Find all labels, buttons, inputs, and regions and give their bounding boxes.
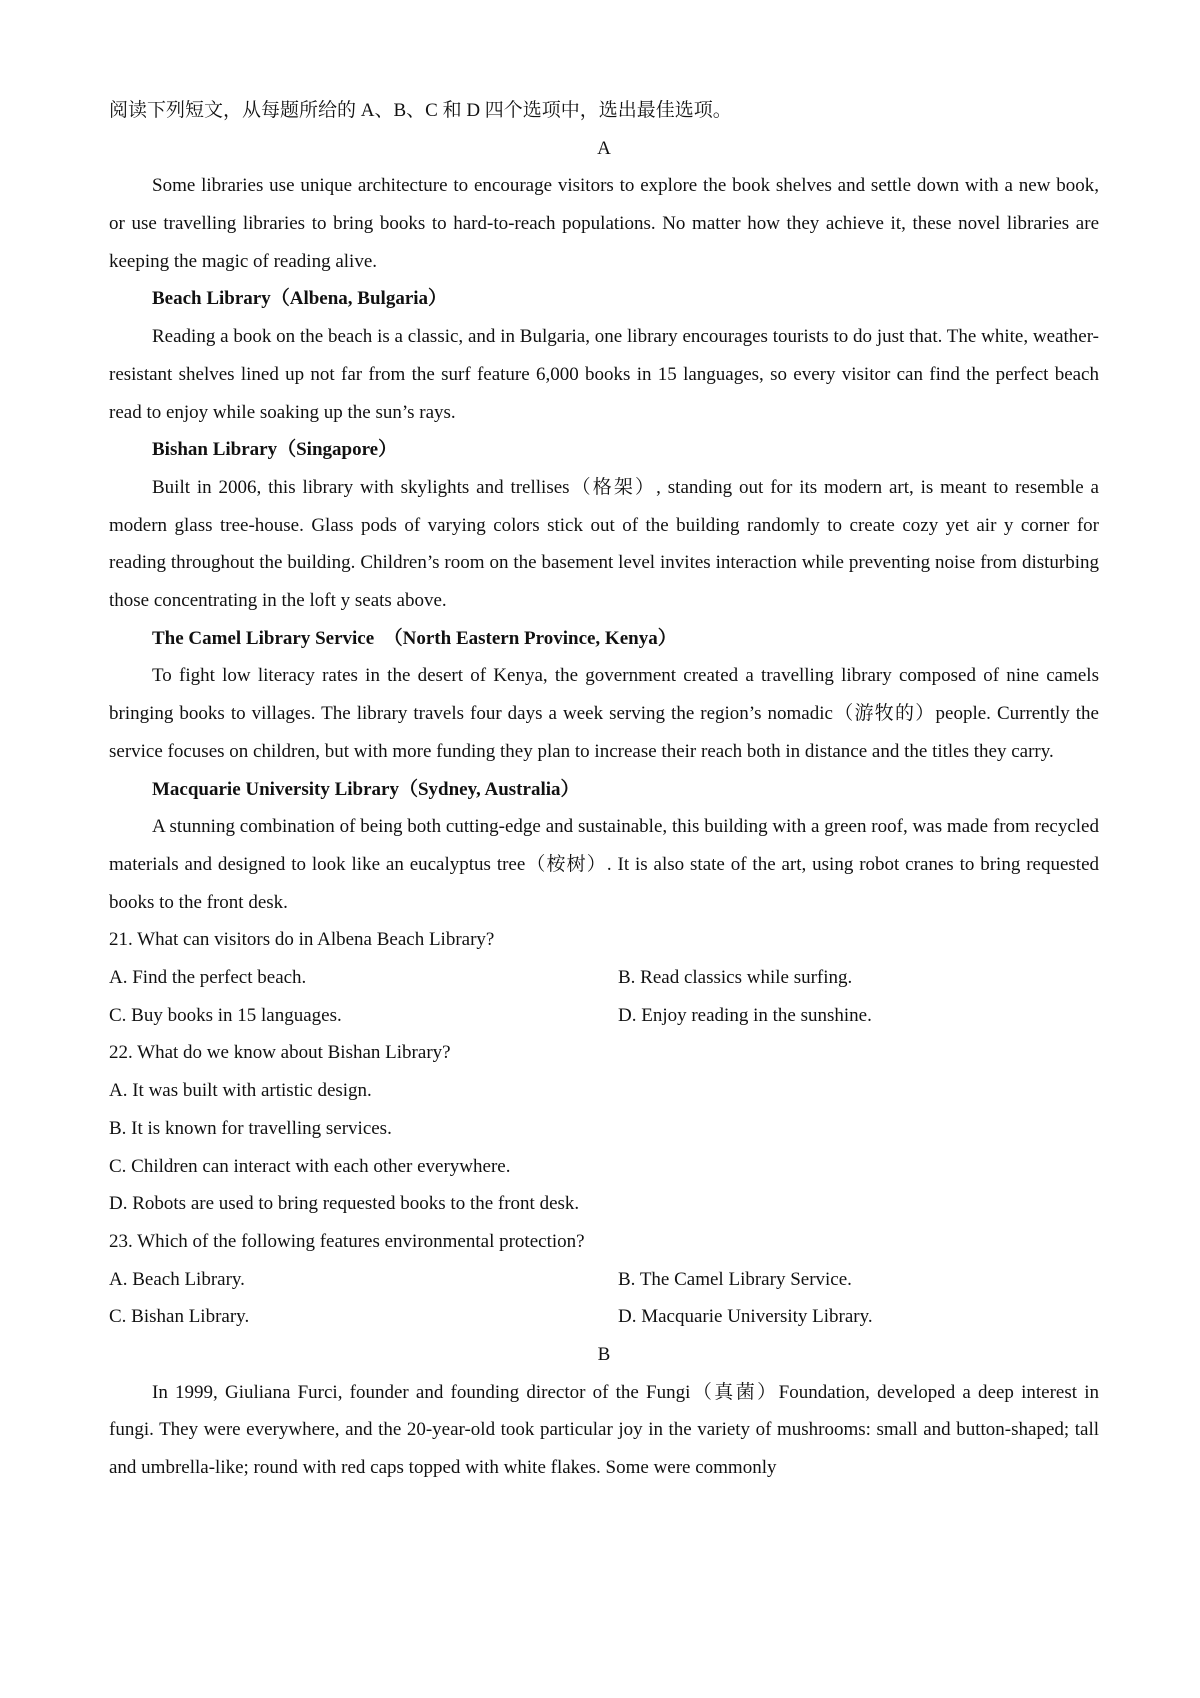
question-23-options: [109, 1261, 1099, 1336]
instruction-text: 阅读下列短文，从每题所给的 A、B、C 和 D 四个选项中，选出最佳选项。: [109, 100, 732, 121]
section-b-label: B: [597, 1343, 611, 1365]
library-text-camel: To fight low literacy rates in the desert of Kenya, the government created a travelling library composed of nine camels bringing books to villages. The library travels four days a week serving the region’s nomadic（游牧的）people. Currently the service focuses on children, but with more funding they plan to increase their reach both in distance and the titles they carry.: [109, 665, 1099, 762]
question-21-option-c: C. Buy books in 15 languages.: [109, 1004, 342, 1026]
library-heading-bishan: Bishan Library（Singapore）: [152, 439, 398, 461]
question-21-option-a: A. Find the perfect beach.: [109, 967, 307, 989]
question-22-option-b: B. It is known for travelling services.: [109, 1117, 392, 1139]
section-a-label: A: [597, 137, 611, 159]
question-23-option-a: A. Beach Library.: [109, 1268, 245, 1290]
question-22-option-d: D. Robots are used to bring requested books to the front desk.: [109, 1193, 580, 1215]
question-21-options: [109, 959, 1099, 1034]
library-heading-camel: The Camel Library Service （North Eastern Province, Kenya）: [152, 627, 677, 649]
question-23-option-b: B. The Camel Library Service.: [618, 1268, 852, 1290]
question-23-option-d: D. Macquarie University Library.: [618, 1306, 873, 1328]
section-a-intro: Some libraries use unique architecture to encourage visitors to explore the book shelves and settle down with a new book, or use travelling libraries to bring books to hard-to-reach populations. No matter how they achieve it, these novel libraries are keeping the magic of reading alive.: [109, 175, 1099, 272]
question-21-option-b: B. Read classics while surfing.: [618, 967, 853, 989]
question-23-option-c: C. Bishan Library.: [109, 1306, 250, 1328]
library-text-macquarie: A stunning combination of being both cutting-edge and sustainable, this building with a green roof, was made from recycled materials and designed to look like an eucalyptus tree（桉树）. It is also state of the art, using robot cranes to bring requested books to the front desk.: [109, 816, 1099, 913]
library-heading-beach: Beach Library（Albena, Bulgaria）: [152, 288, 448, 310]
library-text-bishan: Built in 2006, this library with skylights and trellises（格架）, standing out for its modern art, is meant to resemble a modern glass tree-house. Glass pods of varying colors stick out of the building randomly to create cozy yet air y corner for reading throughout the building. Children’s room on the basement level invites interaction while preventing noise from disturbing those concentrating in the loft y seats above.: [109, 476, 1099, 612]
question-22-options: [109, 1072, 1099, 1223]
question-21-option-d: D. Enjoy reading in the sunshine.: [618, 1004, 872, 1026]
question-22-stem: 22. What do we know about Bishan Library?: [109, 1042, 451, 1064]
question-23-stem: 23. Which of the following features environmental protection?: [109, 1230, 585, 1252]
section-b-text: In 1999, Giuliana Furci, founder and founding director of the Fungi（真菌）Foundation, developed a deep interest in fungi. They were everywhere, and the 20-year-old took particular joy in the variety of mushrooms: small and button-shaped; tall and umbrella-like; round with red caps topped with white flakes. Some were commonly: [109, 1381, 1099, 1479]
question-21-stem: 21. What can visitors do in Albena Beach Library?: [109, 929, 495, 951]
document-page: [109, 92, 1099, 1487]
question-22-option-c: C. Children can interact with each other everywhere.: [109, 1155, 511, 1177]
library-heading-macquarie: Macquarie University Library（Sydney, Australia）: [152, 778, 580, 800]
library-text-beach: Reading a book on the beach is a classic, and in Bulgaria, one library encourages tourists to do just that. The white, weather-resistant shelves lined up not far from the surf feature 6,000 books in 15 languages, so every visitor can find the perfect beach read to enjoy while soaking up the sun’s rays.: [109, 326, 1099, 423]
question-22-option-a: A. It was built with artistic design.: [109, 1080, 372, 1102]
